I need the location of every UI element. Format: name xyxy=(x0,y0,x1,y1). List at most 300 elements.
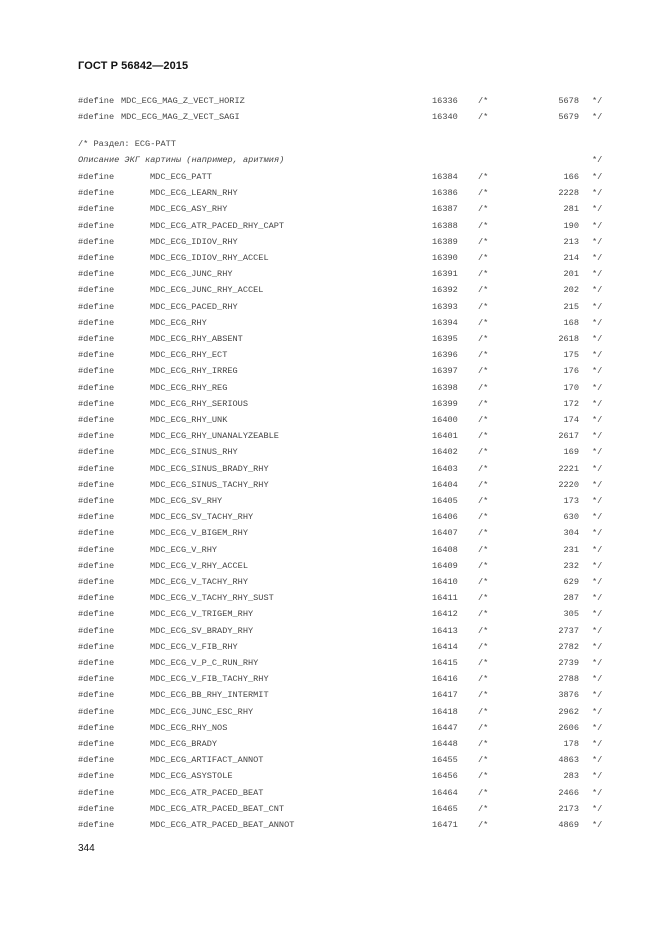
constant-value: 16393 xyxy=(432,301,458,312)
define-row xyxy=(0,674,661,688)
define-row xyxy=(0,172,661,186)
define-row xyxy=(0,334,661,348)
comment-close: */ xyxy=(592,172,603,182)
comment-open: /* xyxy=(478,528,489,539)
constant-value: 16411 xyxy=(432,593,458,604)
comment-close: */ xyxy=(592,625,603,636)
page-number: 344 xyxy=(78,843,95,854)
define-row xyxy=(0,204,661,218)
constant-name: MDC_ECG_PATT xyxy=(150,172,212,182)
define-keyword: #define xyxy=(78,188,115,199)
comment-close: */ xyxy=(592,431,603,442)
comment-open: /* xyxy=(478,706,489,717)
comment-open: /* xyxy=(478,334,489,344)
comment-close: */ xyxy=(592,544,603,555)
comment-close: */ xyxy=(592,674,603,685)
constant-name: MDC_ECG_MAG_Z_VECT_HORIZ xyxy=(121,96,245,106)
define-keyword: #define xyxy=(78,609,115,620)
constant-name: MDC_ECG_PACED_RHY xyxy=(150,301,238,312)
constant-value: 16417 xyxy=(432,690,458,701)
define-row xyxy=(0,771,661,785)
define-keyword: #define xyxy=(78,269,115,280)
define-keyword: #define xyxy=(78,301,115,312)
define-keyword: #define xyxy=(78,431,115,442)
comment-close: */ xyxy=(592,690,603,701)
define-row xyxy=(0,480,661,494)
constant-value: 16416 xyxy=(432,674,458,685)
comment-open: /* xyxy=(478,220,489,231)
define-keyword: #define xyxy=(78,172,115,182)
define-keyword: #define xyxy=(78,593,115,604)
code-value: 629 xyxy=(563,577,579,587)
define-row xyxy=(0,399,661,413)
define-keyword: #define xyxy=(78,382,115,393)
constant-value: 16397 xyxy=(432,366,458,377)
define-keyword: #define xyxy=(78,204,115,215)
constant-name: MDC_ECG_ASY_RHY xyxy=(150,204,228,215)
constant-name: MDC_ECG_IDIOV_RHY xyxy=(150,236,238,247)
constant-value: 16395 xyxy=(432,334,458,344)
constant-value: 16399 xyxy=(432,398,458,409)
define-keyword: #define xyxy=(78,512,115,523)
constant-name: MDC_ECG_ATR_PACED_RHY_CAPT xyxy=(150,220,285,231)
constant-value: 16390 xyxy=(432,253,458,263)
define-keyword: #define xyxy=(78,366,115,377)
code-value: 630 xyxy=(563,512,579,523)
define-row xyxy=(0,96,661,110)
constant-name: MDC_ECG_SINUS_TACHY_RHY xyxy=(150,479,269,490)
comment-open: /* xyxy=(478,463,489,474)
comment-close: */ xyxy=(592,593,603,604)
code-value: 4863 xyxy=(558,755,579,766)
define-row xyxy=(0,318,661,332)
comment-open: /* xyxy=(478,771,489,782)
code-value: 2617 xyxy=(558,431,579,442)
comment-open: /* xyxy=(478,398,489,409)
comment-close: */ xyxy=(592,803,603,814)
constant-name: MDC_ECG_V_FIB_TACHY_RHY xyxy=(150,674,269,685)
constant-name: MDC_ECG_JUNC_ESC_RHY xyxy=(150,706,254,717)
comment-close: */ xyxy=(592,96,603,106)
comment-open: /* xyxy=(478,593,489,604)
constant-name: MDC_ECG_SV_RHY xyxy=(150,496,223,506)
comment-open: /* xyxy=(478,787,489,798)
comment-open: /* xyxy=(478,96,489,106)
code-value: 2739 xyxy=(558,658,579,668)
comment-close: */ xyxy=(592,787,603,798)
code-value: 287 xyxy=(563,593,579,604)
define-keyword: #define xyxy=(78,496,115,506)
constant-value: 16415 xyxy=(432,658,458,668)
define-row xyxy=(0,609,661,623)
constant-value: 16471 xyxy=(432,820,458,830)
comment-close: */ xyxy=(592,463,603,474)
constant-name: MDC_ECG_ATR_PACED_BEAT_ANNOT xyxy=(150,820,295,830)
define-row xyxy=(0,788,661,802)
comment-open: /* xyxy=(478,188,489,199)
comment-close: */ xyxy=(592,771,603,782)
constant-name: MDC_ECG_MAG_Z_VECT_SAGI xyxy=(121,112,240,123)
define-row xyxy=(0,561,661,575)
define-row xyxy=(0,366,661,380)
constant-value: 16448 xyxy=(432,739,458,749)
define-keyword: #define xyxy=(78,787,115,798)
constant-name: MDC_ECG_JUNC_RHY_ACCEL xyxy=(150,285,264,296)
comment-close: */ xyxy=(592,577,603,587)
define-keyword: #define xyxy=(78,96,115,106)
comment-close: */ xyxy=(592,658,603,668)
comment-open: /* xyxy=(478,820,489,830)
comment-open: /* xyxy=(478,609,489,620)
constant-name: MDC_ECG_RHY_ECT xyxy=(150,350,228,361)
comment-close: */ xyxy=(592,350,603,361)
constant-value: 16392 xyxy=(432,285,458,296)
code-value: 166 xyxy=(563,172,579,182)
comment-close: */ xyxy=(592,269,603,280)
code-value: 170 xyxy=(563,382,579,393)
define-keyword: #define xyxy=(78,350,115,361)
constant-name: MDC_ECG_SV_TACHY_RHY xyxy=(150,512,254,523)
constant-value: 16336 xyxy=(432,96,458,106)
define-keyword: #define xyxy=(78,528,115,539)
define-row xyxy=(0,642,661,656)
comment-open: /* xyxy=(478,285,489,296)
define-keyword: #define xyxy=(78,755,115,766)
define-keyword: #define xyxy=(78,285,115,296)
constant-name: MDC_ECG_V_RHY_ACCEL xyxy=(150,560,248,571)
define-row xyxy=(0,447,661,461)
constant-value: 16401 xyxy=(432,431,458,442)
define-row xyxy=(0,302,661,316)
define-keyword: #define xyxy=(78,544,115,555)
code-value: 168 xyxy=(563,317,579,328)
constant-value: 16340 xyxy=(432,112,458,123)
define-row xyxy=(0,112,661,126)
comment-open: /* xyxy=(478,512,489,523)
comment-open: /* xyxy=(478,739,489,749)
comment-open: /* xyxy=(478,415,489,425)
define-row xyxy=(0,431,661,445)
constant-name: MDC_ECG_RHY_UNANALYZEABLE xyxy=(150,431,279,442)
define-row xyxy=(0,285,661,299)
comment-close: */ xyxy=(592,820,603,830)
comment-open: /* xyxy=(478,447,489,458)
constant-value: 16394 xyxy=(432,317,458,328)
define-row xyxy=(0,464,661,478)
constant-value: 16456 xyxy=(432,771,458,782)
comment-close: */ xyxy=(592,512,603,523)
constant-name: MDC_ECG_RHY_NOS xyxy=(150,722,228,733)
define-keyword: #define xyxy=(78,803,115,814)
constant-value: 16407 xyxy=(432,528,458,539)
comment-close: */ xyxy=(592,301,603,312)
define-row xyxy=(0,528,661,542)
define-row xyxy=(0,755,661,769)
code-value: 5678 xyxy=(558,96,579,106)
code-value: 3876 xyxy=(558,690,579,701)
constant-value: 16396 xyxy=(432,350,458,361)
constant-value: 16400 xyxy=(432,415,458,425)
comment-open: /* xyxy=(478,722,489,733)
constant-value: 16388 xyxy=(432,220,458,231)
define-row xyxy=(0,350,661,364)
comment-close: */ xyxy=(592,479,603,490)
code-value: 190 xyxy=(563,220,579,231)
code-value: 201 xyxy=(563,269,579,280)
code-value: 173 xyxy=(563,496,579,506)
define-keyword: #define xyxy=(78,690,115,701)
define-keyword: #define xyxy=(78,674,115,685)
define-row xyxy=(0,221,661,235)
constant-value: 16414 xyxy=(432,641,458,652)
define-keyword: #define xyxy=(78,771,115,782)
define-keyword: #define xyxy=(78,722,115,733)
constant-name: MDC_ECG_IDIOV_RHY_ACCEL xyxy=(150,253,269,263)
comment-close: */ xyxy=(592,609,603,620)
define-keyword: #define xyxy=(78,820,115,830)
comment-open: /* xyxy=(478,366,489,377)
comment-close: */ xyxy=(592,560,603,571)
comment-open: /* xyxy=(478,496,489,506)
define-row xyxy=(0,512,661,526)
comment-close: */ xyxy=(592,285,603,296)
constant-name: MDC_ECG_ATR_PACED_BEAT_CNT xyxy=(150,803,285,814)
define-keyword: #define xyxy=(78,479,115,490)
comment-close: */ xyxy=(592,706,603,717)
code-value: 178 xyxy=(563,739,579,749)
define-row xyxy=(0,383,661,397)
constant-value: 16391 xyxy=(432,269,458,280)
constant-name: MDC_ECG_RHY_ABSENT xyxy=(150,334,243,344)
define-keyword: #define xyxy=(78,463,115,474)
define-row xyxy=(0,658,661,672)
comment-open: /* xyxy=(478,479,489,490)
constant-value: 16409 xyxy=(432,560,458,571)
comment-close: */ xyxy=(592,366,603,377)
constant-value: 16405 xyxy=(432,496,458,506)
define-keyword: #define xyxy=(78,560,115,571)
comment-close: */ xyxy=(592,641,603,652)
constant-value: 16418 xyxy=(432,706,458,717)
code-value: 5679 xyxy=(558,112,579,123)
comment-close: */ xyxy=(592,722,603,733)
code-value: 305 xyxy=(563,609,579,620)
define-keyword: #define xyxy=(78,253,115,263)
constant-value: 16412 xyxy=(432,609,458,620)
constant-name: MDC_ECG_SV_BRADY_RHY xyxy=(150,625,254,636)
code-value: 2737 xyxy=(558,625,579,636)
code-value: 2173 xyxy=(558,803,579,814)
define-keyword: #define xyxy=(78,398,115,409)
code-value: 304 xyxy=(563,528,579,539)
constant-value: 16455 xyxy=(432,755,458,766)
comment-close: */ xyxy=(592,253,603,263)
constant-value: 16465 xyxy=(432,803,458,814)
comment-open: /* xyxy=(478,350,489,361)
define-keyword: #define xyxy=(78,415,115,425)
define-keyword: #define xyxy=(78,658,115,668)
define-row xyxy=(0,253,661,267)
define-row xyxy=(0,415,661,429)
constant-value: 16413 xyxy=(432,625,458,636)
constant-name: MDC_ECG_V_BIGEM_RHY xyxy=(150,528,248,539)
comment-open: /* xyxy=(478,236,489,247)
constant-name: MDC_ECG_V_FIB_RHY xyxy=(150,641,238,652)
define-row xyxy=(0,188,661,202)
code-value: 215 xyxy=(563,301,579,312)
constant-value: 16447 xyxy=(432,722,458,733)
constant-name: MDC_ECG_SINUS_RHY xyxy=(150,447,238,458)
comment-close: */ xyxy=(592,317,603,328)
comment-close: */ xyxy=(592,204,603,215)
constant-name: MDC_ECG_V_TACHY_RHY_SUST xyxy=(150,593,274,604)
define-row xyxy=(0,496,661,510)
define-keyword: #define xyxy=(78,220,115,231)
define-row xyxy=(0,707,661,721)
code-value: 2962 xyxy=(558,706,579,717)
constant-value: 16464 xyxy=(432,787,458,798)
constant-name: MDC_ECG_V_P_C_RUN_RHY xyxy=(150,658,259,668)
define-row xyxy=(0,269,661,283)
code-value: 2221 xyxy=(558,463,579,474)
code-value: 176 xyxy=(563,366,579,377)
constant-value: 16386 xyxy=(432,188,458,199)
constant-name: MDC_ECG_LEARN_RHY xyxy=(150,188,238,199)
comment-open: /* xyxy=(478,269,489,280)
comment-close: */ xyxy=(592,447,603,458)
define-row xyxy=(0,723,661,737)
define-keyword: #define xyxy=(78,641,115,652)
define-keyword: #define xyxy=(78,739,115,749)
comment-close: */ xyxy=(592,739,603,749)
constant-name: MDC_ECG_V_TACHY_RHY xyxy=(150,577,248,587)
constant-name: MDC_ECG_BRADY xyxy=(150,739,218,749)
define-keyword: #define xyxy=(78,577,115,587)
comment-open: /* xyxy=(478,690,489,701)
constant-name: MDC_ECG_RHY xyxy=(150,317,207,328)
constant-value: 16410 xyxy=(432,577,458,587)
define-row xyxy=(0,820,661,834)
comment-close: */ xyxy=(592,236,603,247)
define-row xyxy=(0,577,661,591)
page-title: ГОСТ Р 56842—2015 xyxy=(78,60,189,72)
comment-open: /* xyxy=(478,625,489,636)
code-value: 2466 xyxy=(558,787,579,798)
code-value: 2220 xyxy=(558,479,579,490)
code-value: 213 xyxy=(563,236,579,247)
constant-name: MDC_ECG_RHY_UNK xyxy=(150,415,228,425)
define-keyword: #define xyxy=(78,236,115,247)
code-value: 202 xyxy=(563,285,579,296)
constant-name: MDC_ECG_JUNC_RHY xyxy=(150,269,233,280)
code-value: 2618 xyxy=(558,334,579,344)
comment-close: */ xyxy=(592,496,603,506)
comment-open: /* xyxy=(478,204,489,215)
constant-name: MDC_ECG_RHY_IRREG xyxy=(150,366,238,377)
define-row xyxy=(0,593,661,607)
comment-close: */ xyxy=(592,415,603,425)
constant-name: MDC_ECG_ATR_PACED_BEAT xyxy=(150,787,264,798)
constant-value: 16384 xyxy=(432,172,458,182)
define-row xyxy=(0,690,661,704)
constant-value: 16402 xyxy=(432,447,458,458)
constant-name: MDC_ECG_V_TRIGEM_RHY xyxy=(150,609,254,620)
comment-open: /* xyxy=(478,577,489,587)
section-description: Описание ЭКГ картины (например, аритмия) xyxy=(78,155,285,165)
constant-name: MDC_ECG_BB_RHY_INTERMIT xyxy=(150,690,269,701)
constant-name: MDC_ECG_SINUS_BRADY_RHY xyxy=(150,463,269,474)
constant-value: 16404 xyxy=(432,479,458,490)
comment-open: /* xyxy=(478,641,489,652)
constant-value: 16408 xyxy=(432,544,458,555)
code-value: 232 xyxy=(563,560,579,571)
comment-close: */ xyxy=(592,112,603,123)
define-row xyxy=(0,804,661,818)
code-value: 283 xyxy=(563,771,579,782)
comment-close: */ xyxy=(592,382,603,393)
comment-open: /* xyxy=(478,674,489,685)
constant-name: MDC_ECG_V_RHY xyxy=(150,544,218,555)
define-row xyxy=(0,739,661,753)
define-row xyxy=(0,545,661,559)
code-value: 281 xyxy=(563,204,579,215)
comment-close: */ xyxy=(592,188,603,199)
constant-value: 16389 xyxy=(432,236,458,247)
constant-value: 16387 xyxy=(432,204,458,215)
comment-close: */ xyxy=(592,334,603,344)
comment-open: /* xyxy=(478,803,489,814)
define-keyword: #define xyxy=(78,447,115,458)
code-value: 231 xyxy=(563,544,579,555)
code-value: 2606 xyxy=(558,722,579,733)
section-title: /* Раздел: ECG-PATT xyxy=(78,139,176,149)
code-value: 214 xyxy=(563,253,579,263)
comment-open: /* xyxy=(478,112,489,123)
code-value: 2788 xyxy=(558,674,579,685)
comment-open: /* xyxy=(478,658,489,668)
code-value: 172 xyxy=(563,398,579,409)
code-value: 2228 xyxy=(558,188,579,199)
comment-close: */ xyxy=(592,755,603,766)
section-description-close: */ xyxy=(592,155,603,165)
constant-value: 16403 xyxy=(432,463,458,474)
constant-name: MDC_ECG_RHY_REG xyxy=(150,382,228,393)
define-keyword: #define xyxy=(78,334,115,344)
code-value: 169 xyxy=(563,447,579,458)
define-keyword: #define xyxy=(78,317,115,328)
constant-value: 16406 xyxy=(432,512,458,523)
comment-open: /* xyxy=(478,317,489,328)
code-value: 175 xyxy=(563,350,579,361)
constant-name: MDC_ECG_ARTIFACT_ANNOT xyxy=(150,755,264,766)
define-keyword: #define xyxy=(78,706,115,717)
comment-close: */ xyxy=(592,398,603,409)
comment-open: /* xyxy=(478,544,489,555)
comment-open: /* xyxy=(478,382,489,393)
comment-open: /* xyxy=(478,253,489,263)
comment-open: /* xyxy=(478,755,489,766)
comment-open: /* xyxy=(478,560,489,571)
constant-name: MDC_ECG_RHY_SERIOUS xyxy=(150,398,248,409)
constant-value: 16398 xyxy=(432,382,458,393)
code-value: 174 xyxy=(563,415,579,425)
comment-close: */ xyxy=(592,220,603,231)
define-keyword: #define xyxy=(78,112,115,123)
comment-open: /* xyxy=(478,301,489,312)
comment-open: /* xyxy=(478,172,489,182)
define-row xyxy=(0,237,661,251)
constant-name: MDC_ECG_ASYSTOLE xyxy=(150,771,233,782)
